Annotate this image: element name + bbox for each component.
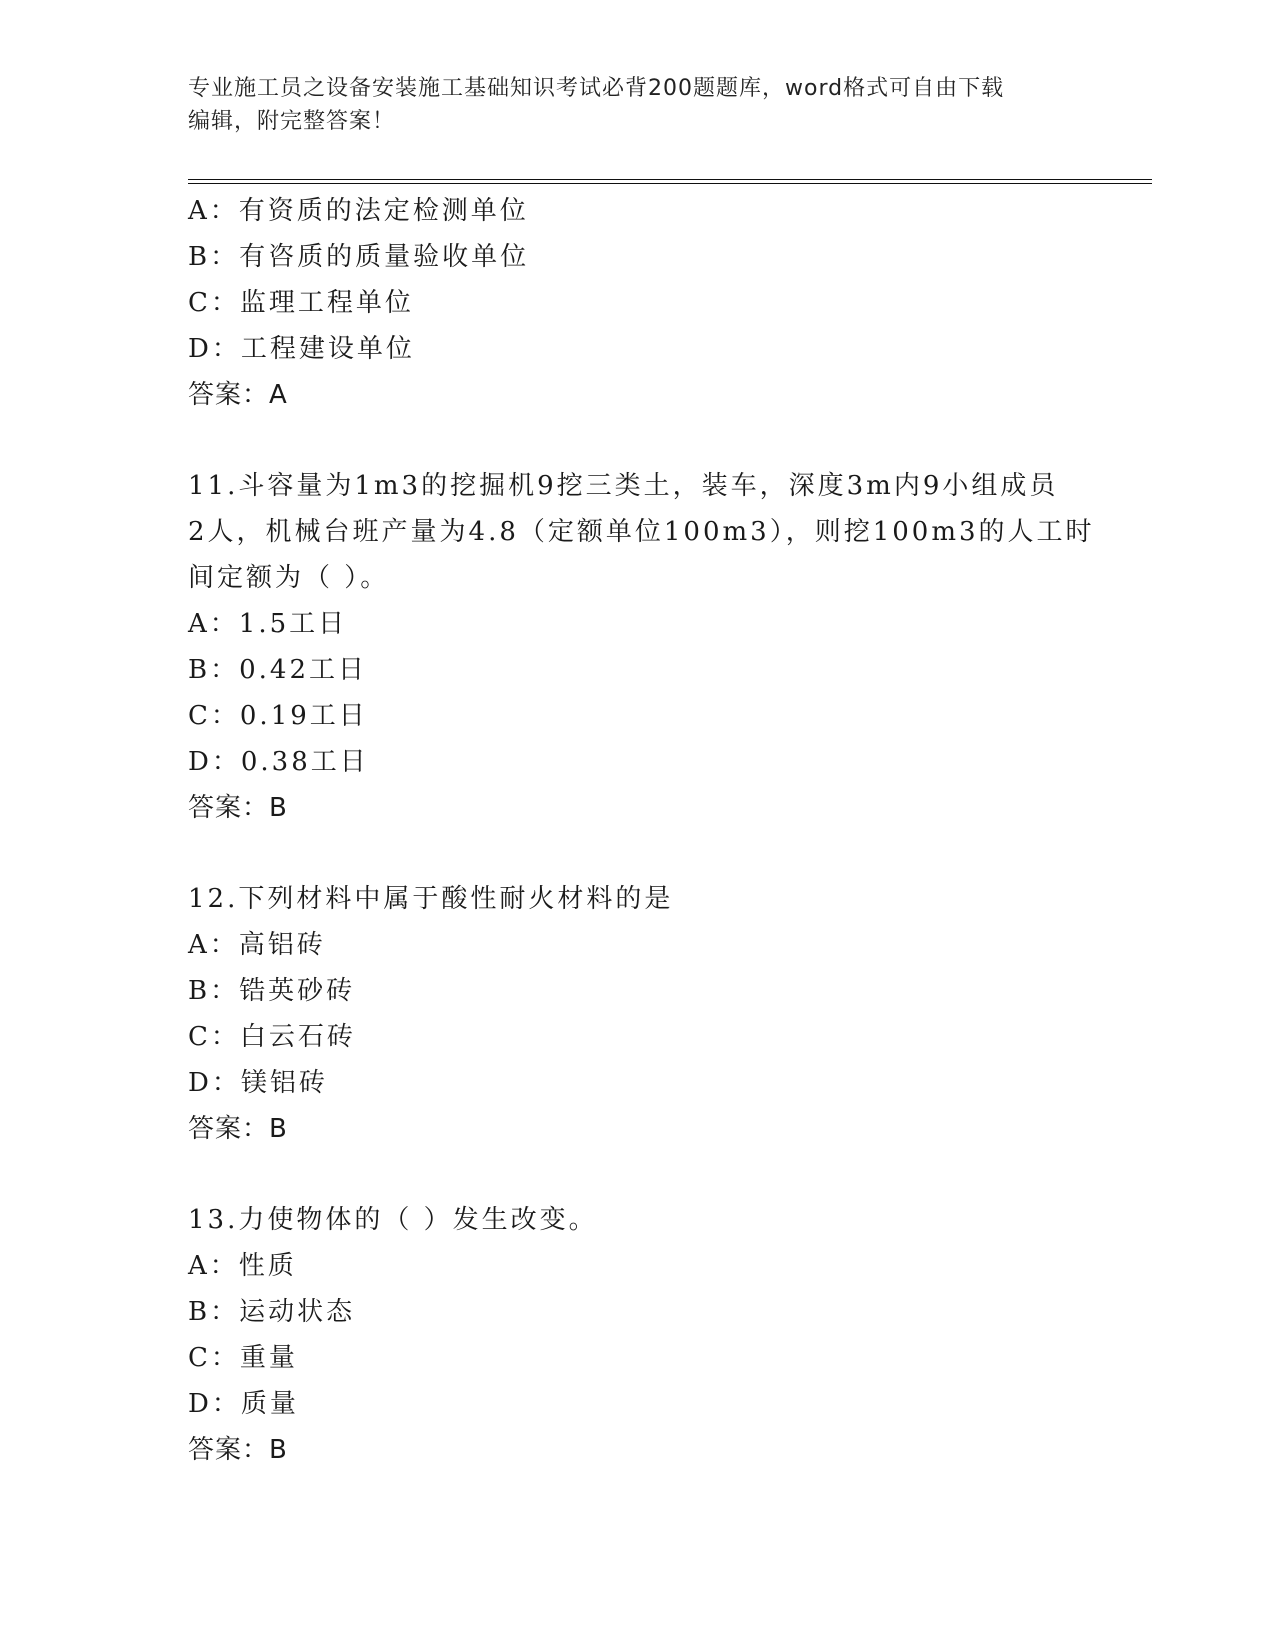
question-stem [188, 463, 1095, 601]
question-spacer [188, 1152, 1088, 1197]
question-spacer [188, 831, 1088, 876]
option-a: A：1.5工日 [188, 609, 348, 639]
option-b: B：有咨质的质量验收单位 [188, 242, 530, 272]
header-divider-top [188, 179, 1152, 180]
document-header [188, 72, 1088, 138]
option-d: D：0.38工日 [188, 747, 369, 777]
header-title-line-2: 编辑，附完整答案！ [188, 109, 396, 134]
question-12 [188, 876, 1088, 1152]
answer-line: 答案：B [188, 1114, 288, 1144]
question-spacer [188, 418, 1088, 463]
option-c: C：0.19工日 [188, 701, 368, 731]
header-divider-bottom [188, 183, 1152, 184]
option-a: A：高铝砖 [188, 930, 326, 960]
stem-line: 间定额为（ ）。 [188, 563, 390, 593]
option-b: B：锆英砂砖 [188, 976, 356, 1006]
option-d: D：质量 [188, 1389, 299, 1419]
option-d: D：工程建设单位 [188, 334, 415, 364]
option-b: B：运动状态 [188, 1297, 356, 1327]
option-a: A：性质 [188, 1251, 297, 1281]
question-13 [188, 1197, 1088, 1473]
option-c: C：白云石砖 [188, 1022, 356, 1052]
question-stem [188, 876, 1088, 922]
answer-line: 答案：B [188, 1435, 288, 1465]
question-10 [188, 188, 1088, 418]
answer-line: 答案：B [188, 793, 288, 823]
option-c: C：重量 [188, 1343, 298, 1373]
answer-line: 答案：A [188, 380, 288, 410]
option-d: D：镁铝砖 [188, 1068, 328, 1098]
question-stem [188, 1197, 1088, 1243]
stem-line: 11.斗容量为1m3的挖掘机9挖三类土，装车，深度3m内9小组成员 [188, 471, 1059, 501]
option-a: A：有资质的法定检测单位 [188, 196, 529, 226]
option-b: B：0.42工日 [188, 655, 367, 685]
question-11 [188, 463, 1095, 831]
stem-line: 2人，机械台班产量为4.8（定额单位100m3），则挖100m3的人工时 [188, 517, 1095, 547]
stem-line: 13.力使物体的（ ）发生改变。 [188, 1205, 598, 1235]
option-c: C：监理工程单位 [188, 288, 414, 318]
stem-line: 12.下列材料中属于酸性耐火材料的是 [188, 884, 674, 914]
header-title-line-1: 专业施工员之设备安装施工基础知识考试必背200题题库，word格式可自由下载 [188, 76, 1005, 101]
question-list [188, 188, 1095, 1473]
